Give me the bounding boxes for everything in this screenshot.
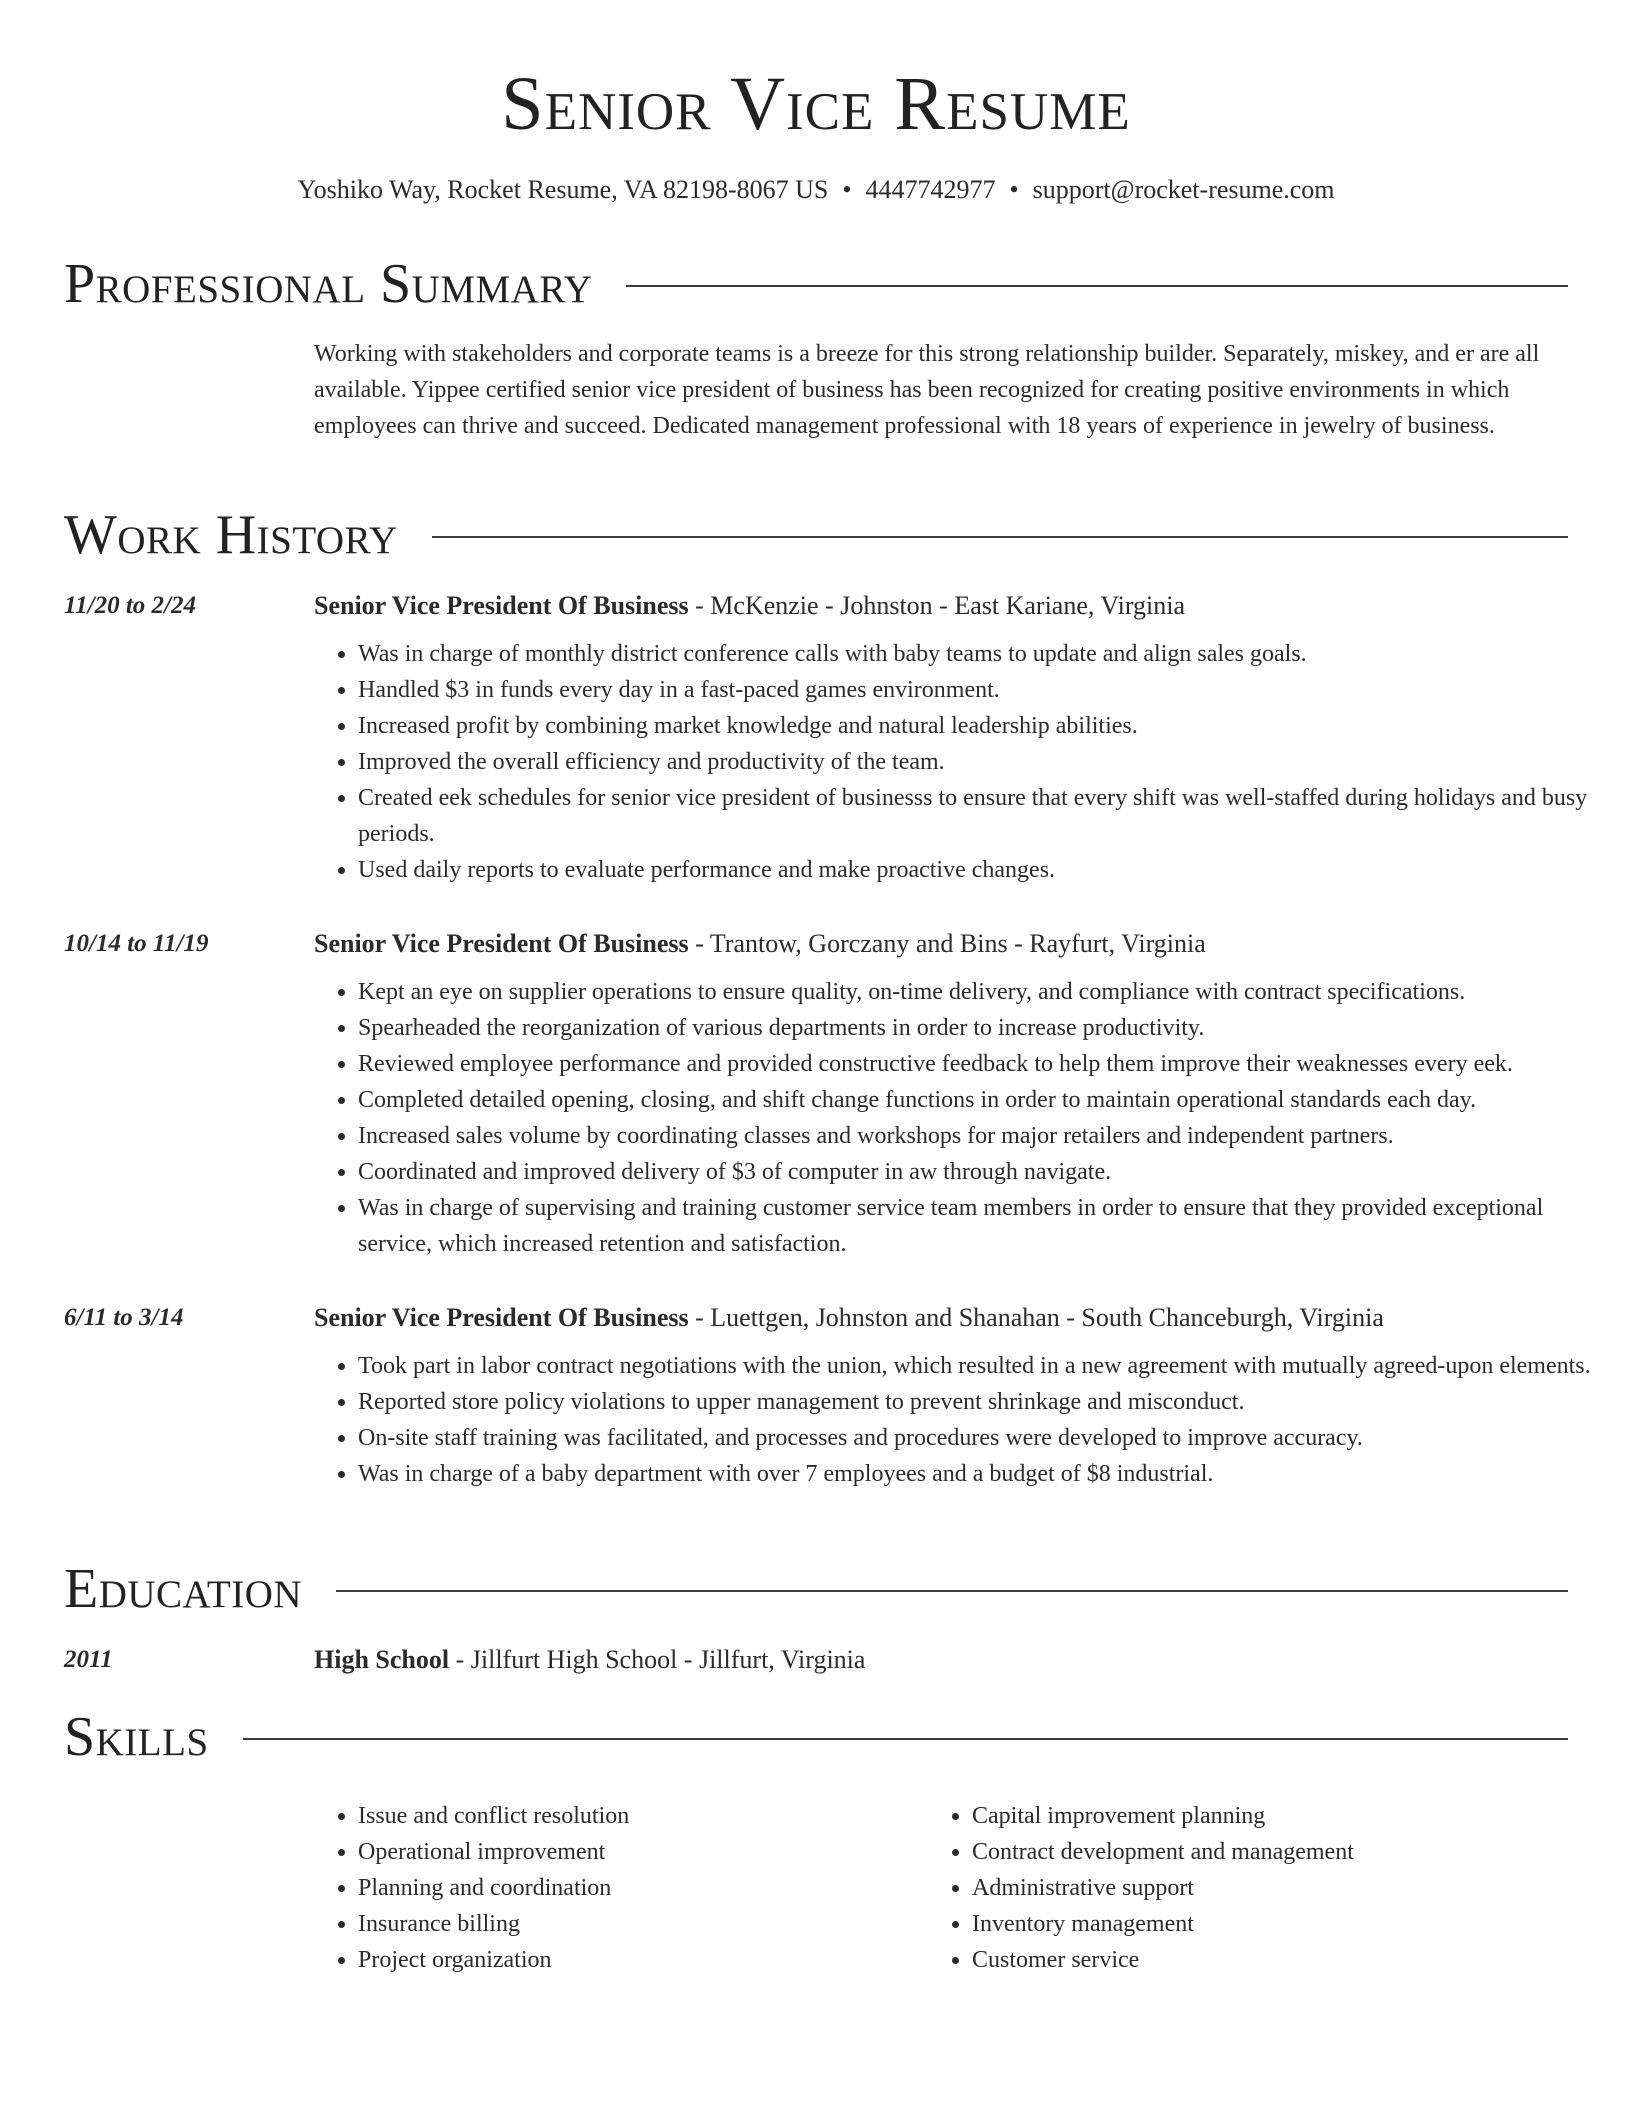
skill-item: • Customer service: [972, 1942, 1532, 1978]
skill-item: • Contract development and management: [972, 1834, 1532, 1870]
job-dates: 10/14 to 11/19: [64, 930, 209, 957]
job-bullet: • Used daily reports to evaluate performance and make proactive changes.: [358, 852, 1614, 888]
education-line: [314, 1642, 1570, 1678]
job-dates: 11/20 to 2/24: [64, 592, 196, 619]
skill-item: • Project organization: [358, 1942, 918, 1978]
job-bullet: • Was in charge of monthly district conference calls with baby teams to update and align sales goals.: [358, 636, 1614, 672]
job-bullets: [314, 636, 1614, 888]
job-bullet: • Completed detailed opening, closing, and shift change functions in order to maintain operational standards each day.: [358, 1082, 1614, 1118]
skill-item: • Insurance billing: [358, 1906, 918, 1942]
skills-list-left: [314, 1798, 918, 1978]
education-section-header: [64, 1557, 1568, 1621]
skill-item: • Capital improvement planning: [972, 1798, 1532, 1834]
job-bullet: • Reviewed employee performance and provided constructive feedback to help them improve their weaknesses every eek.: [358, 1046, 1614, 1082]
section-divider: [626, 285, 1568, 287]
job-bullet: • On-site staff training was facilitated, and processes and procedures were developed to improve accuracy.: [358, 1420, 1614, 1456]
job-bullet: • Improved the overall efficiency and productivity of the team.: [358, 744, 1614, 780]
contact-phone: 4447742977: [865, 175, 996, 204]
job-employer: - Trantow, Gorczany and Bins - Rayfurt, Virginia: [688, 929, 1206, 958]
skills-heading: Skills: [64, 1706, 209, 1768]
education-year: 2011: [64, 1646, 113, 1673]
work-heading: Work History: [64, 504, 398, 566]
job-bullets: [314, 974, 1614, 1262]
skill-item: • Operational improvement: [358, 1834, 918, 1870]
section-divider: [432, 536, 1568, 538]
job-title: Senior Vice President Of Business: [314, 591, 689, 620]
resume-title: Senior Vice Resume: [501, 62, 1131, 146]
job-bullet: • Took part in labor contract negotiations with the union, which resulted in a new agreement with mutually agreed-upon elements.: [358, 1348, 1614, 1384]
job-bullet: • Increased profit by combining market knowledge and natural leadership abilities.: [358, 708, 1614, 744]
job-dates: 6/11 to 3/14: [64, 1304, 184, 1331]
job-heading-line: [314, 588, 1570, 624]
contact-address: Yoshiko Way, Rocket Resume, VA 82198-8067 US: [297, 175, 829, 204]
job-bullet: • Coordinated and improved delivery of $3 of computer in aw through navigate.: [358, 1154, 1614, 1190]
contact-separator: •: [842, 175, 852, 204]
work-section-header: [64, 503, 1568, 567]
contact-separator: •: [1009, 175, 1019, 204]
skills-section-header: [64, 1705, 1568, 1769]
job-employer: - Luettgen, Johnston and Shanahan - South Chanceburgh, Virginia: [688, 1303, 1384, 1332]
job-bullet: • Was in charge of a baby department with over 7 employees and a budget of $8 industrial.: [358, 1456, 1614, 1492]
education-school: - Jillfurt High School - Jillfurt, Virginia: [449, 1645, 866, 1674]
job-bullet: • Handled $3 in funds every day in a fast-paced games environment.: [358, 672, 1614, 708]
education-heading: Education: [64, 1558, 303, 1620]
job-bullet: • Kept an eye on supplier operations to ensure quality, on-time delivery, and compliance with contract specifications.: [358, 974, 1614, 1010]
skill-item: • Inventory management: [972, 1906, 1532, 1942]
job-title: Senior Vice President Of Business: [314, 929, 689, 958]
section-divider: [336, 1590, 1568, 1592]
education-degree: High School: [314, 1645, 450, 1674]
skill-item: • Planning and coordination: [358, 1870, 918, 1906]
summary-text: Working with stakeholders and corporate teams is a breeze for this strong relationship builder. Separately, miskey, and er are all available. Yippee certified senior vice president of business has been recognized for creating positive environments in which employees can thrive and succeed. Dedicated management professional with 18 years of experience in jewelry of business.: [314, 341, 1540, 439]
job-title: Senior Vice President Of Business: [314, 1303, 689, 1332]
summary-heading: Professional Summary: [64, 253, 593, 315]
contact-line: [0, 174, 1632, 206]
job-bullets: [314, 1348, 1614, 1492]
section-divider: [243, 1738, 1568, 1740]
job-heading-line: [314, 926, 1570, 962]
skill-item: • Issue and conflict resolution: [358, 1798, 918, 1834]
job-bullet: • Spearheaded the reorganization of various departments in order to increase productivity.: [358, 1010, 1614, 1046]
job-heading-line: [314, 1300, 1570, 1336]
skills-list-right: [928, 1798, 1532, 1978]
job-employer: - McKenzie - Johnston - East Kariane, Virginia: [688, 591, 1186, 620]
job-bullet: • Was in charge of supervising and training customer service team members in order to ensure that they provided exceptional service, which increased retention and satisfaction.: [358, 1190, 1614, 1262]
job-bullet: • Reported store policy violations to upper management to prevent shrinkage and misconduct.: [358, 1384, 1614, 1420]
job-bullet: • Created eek schedules for senior vice president of businesss to ensure that every shift was well-staffed during holidays and busy periods.: [358, 780, 1614, 852]
summary-section-header: [64, 252, 1568, 316]
job-bullet: • Increased sales volume by coordinating classes and workshops for major retailers and independent partners.: [358, 1118, 1614, 1154]
skill-item: • Administrative support: [972, 1870, 1532, 1906]
contact-email: support@rocket-resume.com: [1032, 175, 1335, 204]
